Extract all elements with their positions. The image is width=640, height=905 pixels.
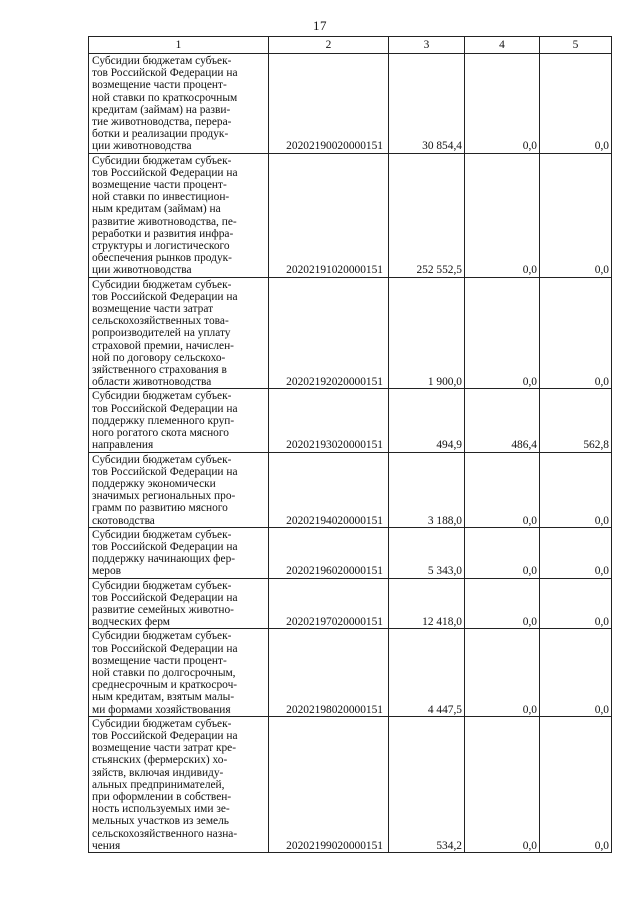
row-value-col4: 0,0 xyxy=(465,578,540,629)
row-description: Субсидии бюджетам субъек- тов Российской Федерации на возмещение части затрат кре- стьянских (фермерских) хо- зяйств, включая индивиду- альных предпринимателей, при оформлении в собствен- ность используемых ими зе- мельных участков из земель сельскохозяйственного назна- чения xyxy=(89,716,269,852)
row-value-col4: 0,0 xyxy=(465,153,540,277)
column-header-5: 5 xyxy=(540,37,612,54)
row-value-col4: 0,0 xyxy=(465,54,540,154)
row-value-col4: 486,4 xyxy=(465,389,540,452)
row-value-col3: 494,9 xyxy=(389,389,465,452)
row-value-col5: 562,8 xyxy=(540,389,612,452)
row-description: Субсидии бюджетам субъек- тов Российской Федерации на возмещение части процент- ной ставки по инвестицион- ным кредитам (займам) на развитие животноводства, пе- реработки и развития инфра- структуры и логистического обеспечения рынков продук- ции животноводства xyxy=(89,153,269,277)
column-header-3: 3 xyxy=(389,37,465,54)
row-value-col5: 0,0 xyxy=(540,527,612,578)
table-row xyxy=(89,527,612,578)
row-value-col4: 0,0 xyxy=(465,716,540,852)
row-value-col5: 0,0 xyxy=(540,277,612,389)
row-value-col3: 3 188,0 xyxy=(389,452,465,527)
row-budget-code: 20202198020000151 xyxy=(269,629,389,716)
row-description: Субсидии бюджетам субъек- тов Российской Федерации на развитие семейных животно- водческих ферм xyxy=(89,578,269,629)
row-value-col4: 0,0 xyxy=(465,629,540,716)
row-value-col3: 534,2 xyxy=(389,716,465,852)
row-value-col3: 5 343,0 xyxy=(389,527,465,578)
row-description: Субсидии бюджетам субъек- тов Российской Федерации на поддержку племенного круп- ного рогатого скота мясного направления xyxy=(89,389,269,452)
row-value-col3: 12 418,0 xyxy=(389,578,465,629)
row-budget-code: 20202190020000151 xyxy=(269,54,389,154)
row-description: Субсидии бюджетам субъек- тов Российской Федерации на поддержку экономически значимых региональных про- грамм по развитию мясного скотоводства xyxy=(89,452,269,527)
row-description: Субсидии бюджетам субъек- тов Российской Федерации на возмещение части затрат сельскохозяйственных това- ропроизводителей на уплату страховой премии, начислен- ной по договору сельскохо- зяйственного страхования в области животноводства xyxy=(89,277,269,389)
page-number: 17 xyxy=(313,18,327,33)
row-value-col5: 0,0 xyxy=(540,54,612,154)
table-row xyxy=(89,629,612,716)
row-value-col3: 252 552,5 xyxy=(389,153,465,277)
table-row xyxy=(89,277,612,389)
row-value-col4: 0,0 xyxy=(465,527,540,578)
row-description: Субсидии бюджетам субъек- тов Российской Федерации на поддержку начинающих фер- меров xyxy=(89,527,269,578)
table-row xyxy=(89,452,612,527)
row-value-col5: 0,0 xyxy=(540,578,612,629)
table-row xyxy=(89,716,612,852)
row-value-col3: 4 447,5 xyxy=(389,629,465,716)
table-row xyxy=(89,54,612,154)
table-row xyxy=(89,578,612,629)
row-budget-code: 20202199020000151 xyxy=(269,716,389,852)
table-row xyxy=(89,153,612,277)
row-value-col5: 0,0 xyxy=(540,716,612,852)
column-header-4: 4 xyxy=(465,37,540,54)
row-budget-code: 20202191020000151 xyxy=(269,153,389,277)
column-number-row xyxy=(89,37,612,54)
row-value-col3: 30 854,4 xyxy=(389,54,465,154)
row-value-col5: 0,0 xyxy=(540,153,612,277)
row-value-col3: 1 900,0 xyxy=(389,277,465,389)
column-header-2: 2 xyxy=(269,37,389,54)
subsidies-table xyxy=(88,36,612,853)
row-budget-code: 20202192020000151 xyxy=(269,277,389,389)
row-value-col5: 0,0 xyxy=(540,629,612,716)
column-header-1: 1 xyxy=(89,37,269,54)
row-value-col4: 0,0 xyxy=(465,277,540,389)
table-row xyxy=(89,389,612,452)
row-budget-code: 20202193020000151 xyxy=(269,389,389,452)
row-value-col5: 0,0 xyxy=(540,452,612,527)
row-description: Субсидии бюджетам субъек- тов Российской Федерации на возмещение части процент- ной ставки по краткосрочным кредитам (займам) на разви- тие животноводства, перера- ботки и реализации продук- ции животноводства xyxy=(89,54,269,154)
row-budget-code: 20202194020000151 xyxy=(269,452,389,527)
row-value-col4: 0,0 xyxy=(465,452,540,527)
row-budget-code: 20202197020000151 xyxy=(269,578,389,629)
row-description: Субсидии бюджетам субъек- тов Российской Федерации на возмещение части процент- ной ставки по долгосрочным, среднесрочным и краткосроч- ным кредитам, взятым малы- ми формами хозяйствования xyxy=(89,629,269,716)
row-budget-code: 20202196020000151 xyxy=(269,527,389,578)
